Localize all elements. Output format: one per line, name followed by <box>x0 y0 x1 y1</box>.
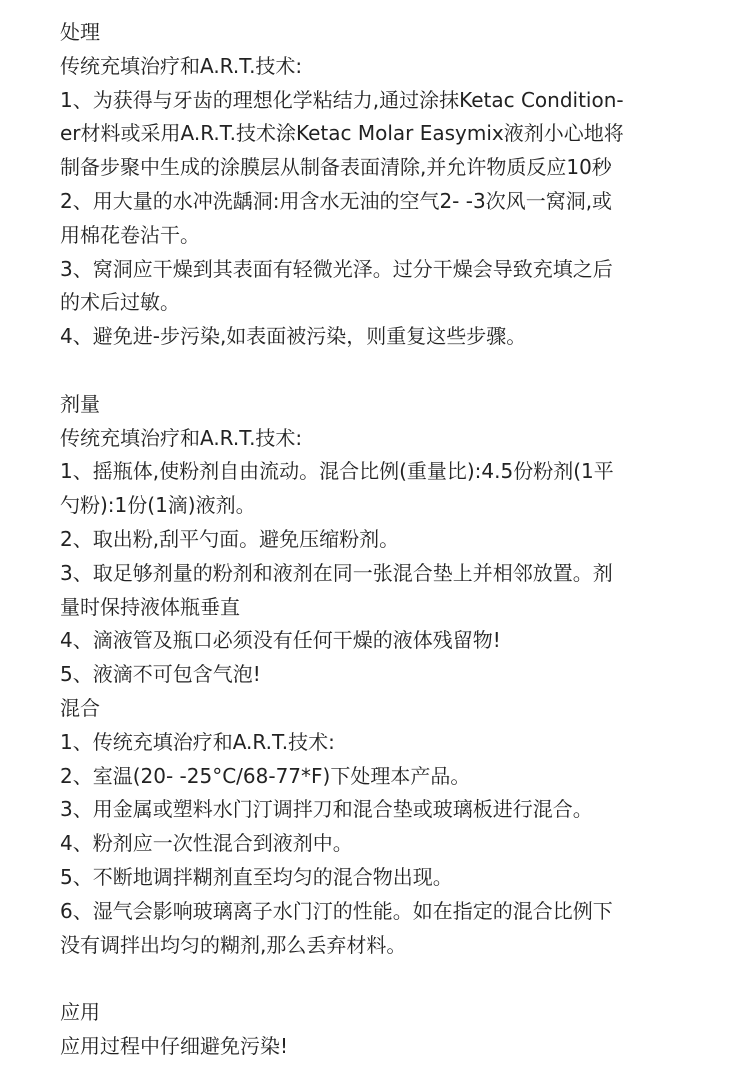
text-line: 3、取足够剂量的粉剂和液剂在同一张混合垫上并相邻放置。剂 <box>60 560 613 585</box>
section-mixing <box>60 692 730 962</box>
text-line: 的术后过敏。 <box>60 290 180 315</box>
text-line: 1、摇瓶体,使粉剂自由流动。混合比例(重量比):4.5份粉剂(1平 <box>60 459 614 484</box>
text-line: 1、传统充填治疗和A.R.T.技术: <box>60 729 335 754</box>
text-line: 6、湿气会影响玻璃离子水门汀的性能。如在指定的混合比例下 <box>60 898 613 923</box>
text-line: 4、避免进-步污染,如表面被污染，则重复这些步骤。 <box>60 324 527 349</box>
text-line: 应用过程中仔细避免污染! <box>60 1033 289 1058</box>
text-line: 3、窝洞应干燥到其表面有轻微光泽。过分干燥会导致充填之后 <box>60 256 613 281</box>
section-heading: 应用 <box>60 1000 100 1025</box>
text-line: 2、用大量的水冲洗龋洞:用含水无油的空气2- -3次风一窝洞,或 <box>60 188 613 213</box>
text-line: 1、为获得与牙齿的理想化学粘结力,通过涂抹Ketac Condition- <box>60 87 624 112</box>
section-processing <box>60 16 730 354</box>
section-heading: 剂量 <box>60 391 100 416</box>
section-spacer <box>60 354 730 388</box>
section-heading: 处理 <box>60 20 100 44</box>
section-subheading: 传统充填治疗和A.R.T.技术: <box>60 425 303 450</box>
text-line: 5、不断地调拌糊剂直至均匀的混合物出现。 <box>60 864 453 889</box>
section-dosage <box>60 388 730 692</box>
text-line: 2、取出粉,刮平勺面。避免压缩粉剂。 <box>60 526 400 551</box>
text-line: 制备步聚中生成的涂膜层从制备表面清除,并允许物质反应10秒 <box>60 155 612 180</box>
text-line: 量时保持液体瓶垂直 <box>60 594 240 619</box>
text-line: 3、用金属或塑料水门汀调拌刀和混合垫或玻璃板进行混合。 <box>60 797 593 822</box>
text-line: 4、粉剂应一次性混合到液剂中。 <box>60 831 353 856</box>
section-heading: 混合 <box>60 695 100 720</box>
text-line: 勺粉):1份(1滴)液剂。 <box>60 493 256 518</box>
text-line: er材料或采用A.R.T.技术涂Ketac Molar Easymix液剂小心地将 <box>60 121 624 146</box>
section-application <box>60 996 730 1064</box>
section-subheading: 传统充填治疗和A.R.T.技术: <box>60 53 303 78</box>
text-line: 没有调拌出均匀的糊剂,那么丢弃材料。 <box>60 932 407 957</box>
text-line: 5、液滴不可包含气泡! <box>60 662 261 687</box>
text-line: 用棉花卷沾干。 <box>60 222 200 247</box>
section-spacer <box>60 962 730 996</box>
instruction-document <box>60 16 730 1064</box>
text-line: 4、滴液管及瓶口必须没有任何干燥的液体残留物! <box>60 628 501 653</box>
text-line: 2、室温(20- -25°C/68-77*F)下处理本产品。 <box>60 763 471 788</box>
